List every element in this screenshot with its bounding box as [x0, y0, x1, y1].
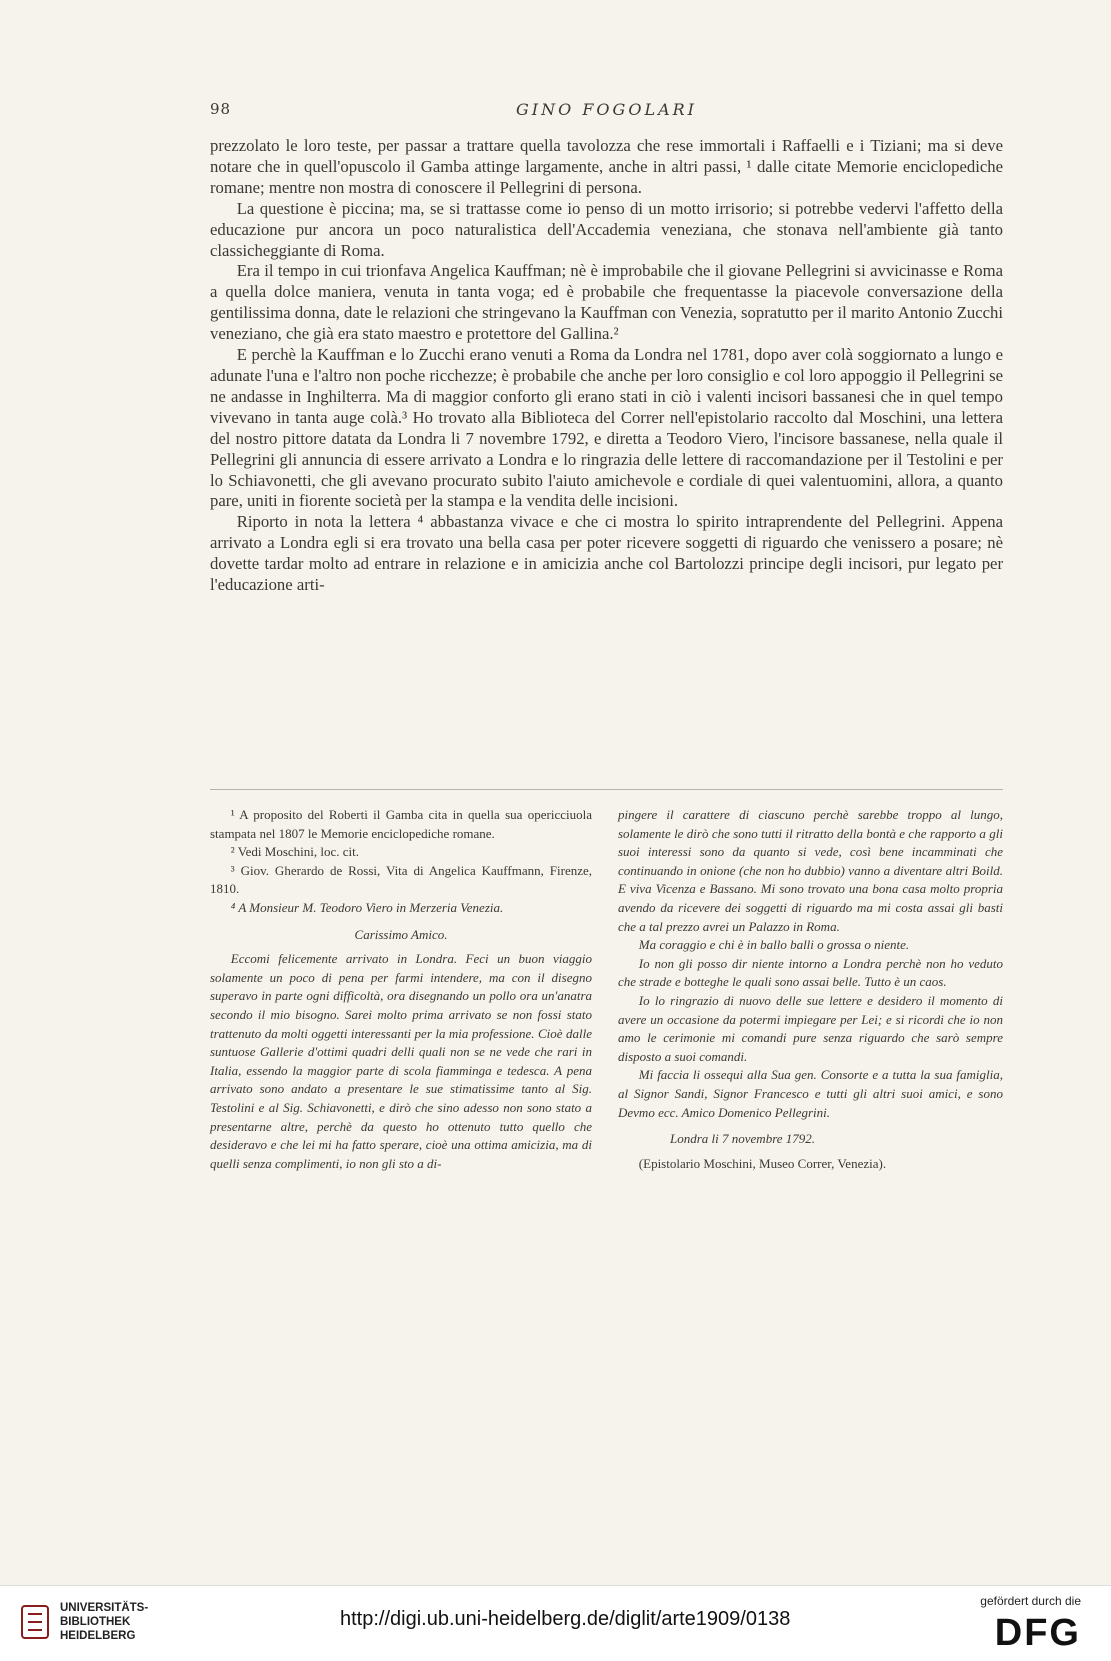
library-name: UNIVERSITÄTS- BIBLIOTHEK HEIDELBERG: [60, 1602, 149, 1642]
letter-text: Eccomi felicemente arrivato in Londra. Feci un buon viaggio solamente un poco di pena per farmi intendere, ma con il disegno superavo in parte ogni difficoltà, ora disegnando un pollo ora un'anatra secondo il mio bisogno. Sarei molto prima arrivato se non fossi stato trattenuto da molti oggetti interessanti per la mia professione. Cioè dalle suntuose Gallerie d'ottimi quadri delli quali non se ne vede che rari in Italia, essendo la maggior parte di scola fiamminga e tedesca. A pena arrivato sono andato a presentare le sue stimatissime tanto al Sig. Testolini e al Sig. Schiavonetti, e dirò che sino adesso non sono stato a presentarne altre, perchè da questo ho ottenuto tutto quello che desideravo e che lei mi ha fatto sperare, cioè una ottima amicizia, ma di quelli senza complimenti, io non gli sto a di-: [210, 951, 592, 1171]
paragraph: E perchè la Kauffman e lo Zucchi erano venuti a Roma da Londra nel 1781, dopo aver colà soggiornato a lungo e adunate l'una e l'altro non poche ricchezze; è probabile che anche per loro consiglio e col loro appoggio il Pellegrini se ne andasse in Inghilterra. Ma di maggior conforto gli erano stati in ciò i valenti incisori bassanesi che in quel tempo vivevano in tanta auge colà.³ Ho trovato alla Biblioteca del Correr nell'epistolario raccolto dal Moschini, una lettera del nostro pittore datata da Londra li 7 novembre 1792, e diretta a Teodoro Viero, l'incisore bassanese, nella quale il Pellegrini gli annuncia di essere arrivato a Londra e lo ringrazia delle lettere di raccomandazione per il Testolini e per lo Schiavonetti, che gli avevano procurato subito l'aiuto amichevole e cordiale di quei valentuomini, allora, a quanto pare, uniti in fiorente società per la stampa e la vendita delle incisioni.: [210, 345, 1003, 511]
permalink-url[interactable]: http://digi.ub.uni-heidelberg.de/diglit/arte1909/0138: [340, 1608, 791, 1630]
letter-text: Mi faccia li ossequi alla Sua gen. Consorte e a tutta la sua famiglia, al Signor Sandi, Signor Francesco e tutti gli altri suoi amici, e sono Devmo ecc. Amico Domenico Pellegrini.: [618, 1067, 1003, 1120]
paragraph: Riporto in nota la lettera ⁴ abbastanza vivace e che ci mostra lo spirito intraprendente del Pellegrini. Appena arrivato a Londra egli si era trovato una bella casa per poter ricevere soggetti di riguardo che venissero a posare; nè dovette tardar molto ad entrare in relazione e in amicizia anche col Bartolozzi principe degli incisori, pur legato per l'educazione arti-: [210, 512, 1003, 595]
page-number: 98: [210, 100, 232, 118]
footnote: ² Vedi Moschini, loc. cit.: [230, 844, 360, 860]
letter-text: pingere il carattere di ciascuno perchè sarebbe troppo al lungo, solamente le dirò che sono tutti il ritratto della bontà e che rapporto a gli suoi interessi sono da quanto si vede, così bene incamminati che continuando in onione (che non ho dubbio) vanno a diventare altri Boild. E viva Vicenza e Bassano. Mi sono trovato una bona casa molto propria avendo da ricevere dei soggetti di riguardo ma mi costa assai gli basti che a tal prezzo avrei un Palazzo in Roma.: [618, 807, 1003, 934]
viewer-footer: [0, 1585, 1111, 1661]
letter-text: Io lo ringrazio di nuovo delle sue lettere e desidero il momento di avere un occasione da potermi impiegare per Lei; e si ricordi che io non amo le cerimonie mi comandi pure senza riguardo che sarò sempre disposto a suoi comandi.: [618, 992, 1003, 1064]
footnote: ³ Giov. Gherardo de Rossi, Vita di Angelica Kauffmann, Firenze, 1810.: [210, 862, 592, 897]
footnotes-left-column: [210, 806, 592, 1173]
paragraph: prezzolato le loro teste, per passar a trattare quella tavolozza che rese immortali i Raffaelli e i Tiziani; ma si deve notare che in quell'opuscolo il Gamba attinge largamente, anche in altri passi, ¹ dalle citate Memorie enciclopediche romane; mentre non mostra di conoscere il Pellegrini di persona.: [210, 136, 1003, 197]
paragraph: Era il tempo in cui trionfava Angelica Kauffman; nè è improbabile che il giovane Pellegrini si avvicinasse e Roma a quella dolce maniera, venuta in tanta voga; ed è probabile che frequentasse la piacevole conversazione della gentilissima donna, date le relazioni che stringevano la Kauffman con Venezia, sopratutto per il marito Antonio Zucchi veneziano, che già era stato maestro e protettore del Gallina.²: [210, 261, 1003, 344]
dfg-logo: DFG: [994, 1612, 1081, 1654]
letter-date: Londra li 7 novembre 1792.: [670, 1131, 816, 1147]
footnote-divider: [210, 789, 1003, 790]
letter-source: (Epistolario Moschini, Museo Correr, Venezia).: [638, 1155, 887, 1171]
paragraph: La questione è piccina; ma, se si trattasse come io penso di un motto irrisorio; si potrebbe vedervi l'affetto della educazione pur ancora un poco naturalistica dell'Accademia veneziana, che stonava nell'ambiente già tanto classicheggiante di Roma.: [210, 198, 1003, 260]
university-seal-icon: [20, 1604, 50, 1640]
letter-text: Ma coraggio e chi è in ballo balli o grossa o niente.: [638, 937, 910, 953]
letter-text: Io non gli posso dir niente intorno a Londra perchè non ho veduto che strade e botteghe le quali sono assai belle. Tutto è un caos.: [618, 955, 1003, 990]
sponsor-caption: gefördert durch die: [980, 1594, 1081, 1608]
footnote: ¹ A proposito del Roberti il Gamba cita in quella sua opericciuola stampata nel 1807 le Memorie enciclopediche romane.: [210, 807, 592, 841]
footnote: ⁴ A Monsieur M. Teodoro Viero in Merzeria Venezia.: [230, 899, 504, 915]
footnotes-right-column: [618, 806, 1003, 1173]
letter-salutation: Carissimo Amico.: [354, 926, 448, 942]
main-text: [210, 136, 1003, 596]
running-title: GINO FOGOLARI: [516, 100, 697, 119]
page-header: [210, 100, 1003, 124]
